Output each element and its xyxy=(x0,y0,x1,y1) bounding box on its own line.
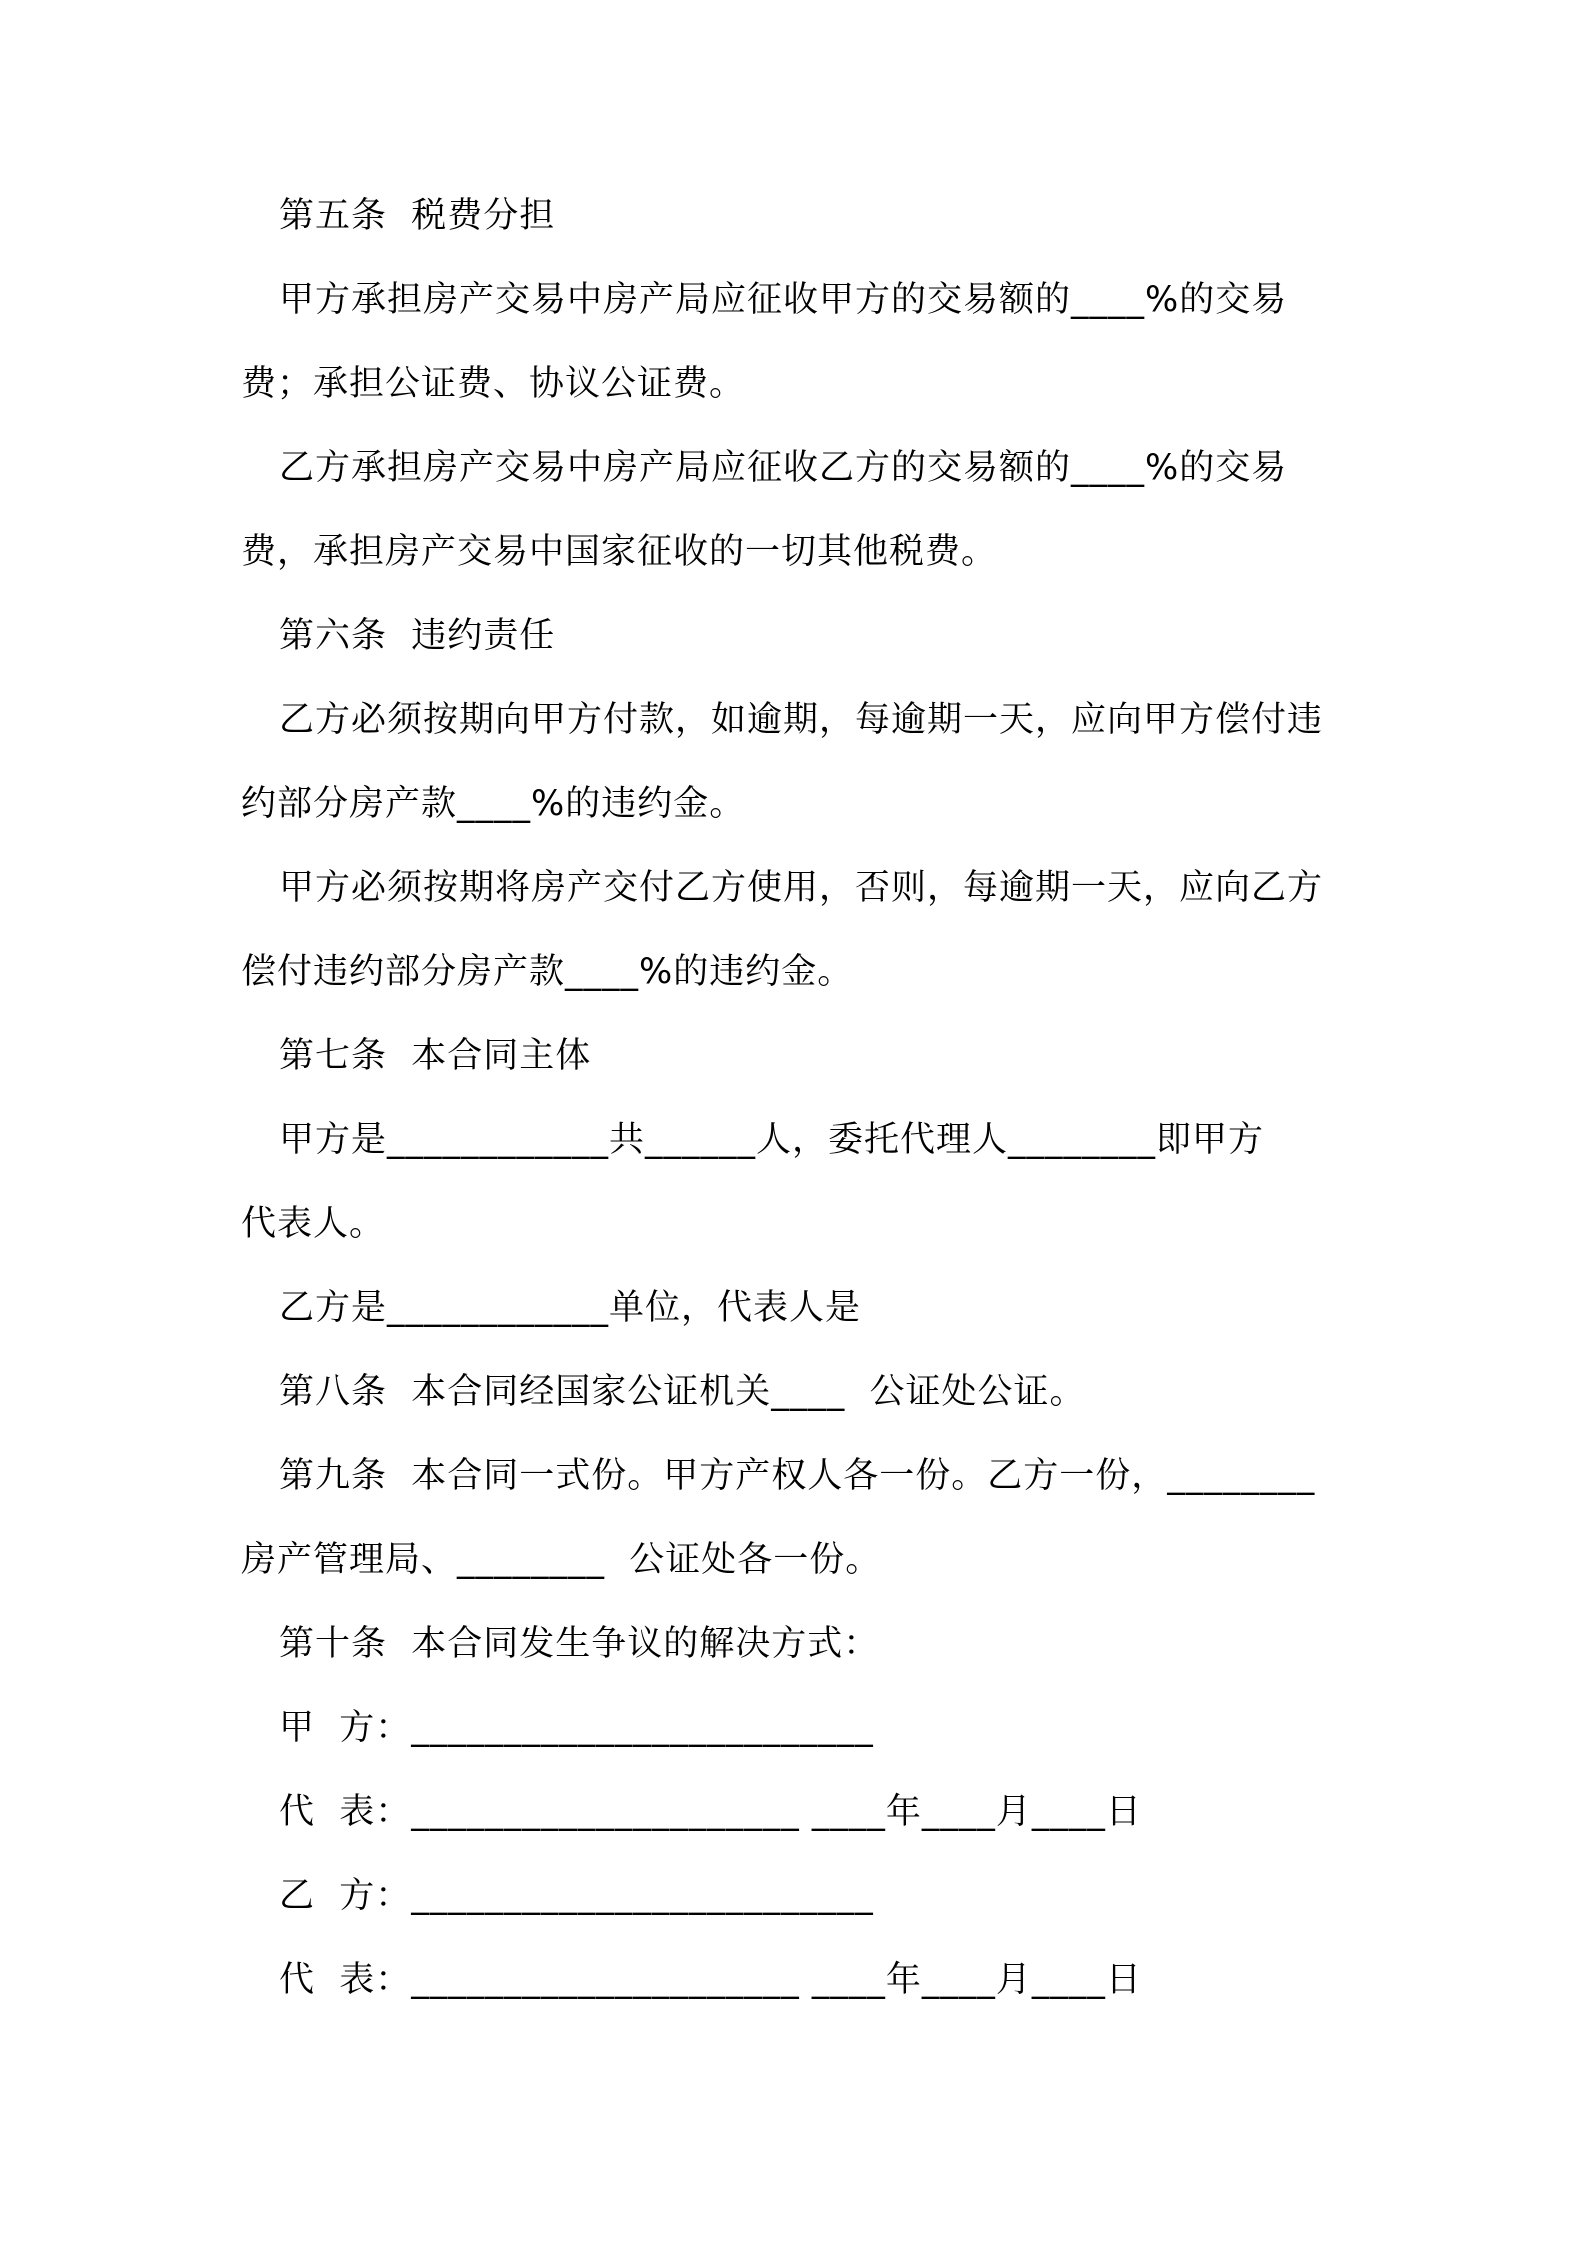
paragraph-text: 代表人。 xyxy=(241,1204,386,1244)
party-a-signature-line: 甲 方：_________________________ xyxy=(279,1708,874,1748)
paragraph-text: 乙方承担房产交易中房产局应征收乙方的交易额的____%的交易 xyxy=(279,448,1288,488)
paragraph-text: 甲方是____________共______人，委托代理人________即甲方 xyxy=(279,1120,1265,1160)
paragraph-text: 约部分房产款____%的违约金。 xyxy=(241,784,746,824)
paragraph-text: 甲方必须按期将房产交付乙方使用，否则，每逾期一天，应向乙方 xyxy=(279,868,1324,908)
article-6-heading: 第六条 违约责任 xyxy=(279,616,556,656)
contract-body xyxy=(241,195,1361,2043)
article-7-heading: 第七条 本合同主体 xyxy=(279,1036,592,1076)
article-10-text: 第十条 本合同发生争议的解决方式： xyxy=(279,1624,880,1664)
party-a-representative-date-line: 代 表：_____________________ ____年____月____日 xyxy=(279,1792,1142,1832)
article-5-heading: 第五条 税费分担 xyxy=(279,196,556,236)
article-8-text: 第八条 本合同经国家公证机关____ 公证处公证。 xyxy=(279,1372,1086,1412)
paragraph-text: 费；承担公证费、协议公证费。 xyxy=(241,364,746,404)
paragraph-text: 偿付违约部分房产款____%的违约金。 xyxy=(241,952,854,992)
paragraph-text: 费，承担房产交易中国家征收的一切其他税费。 xyxy=(241,532,998,572)
party-b-signature-line: 乙 方：_________________________ xyxy=(279,1876,874,1916)
paragraph-text: 乙方是____________单位，代表人是 xyxy=(279,1288,862,1328)
paragraph-text: 房产管理局、________ 公证处各一份。 xyxy=(241,1540,882,1580)
paragraph-text: 乙方必须按期向甲方付款，如逾期，每逾期一天，应向甲方偿付违 xyxy=(279,700,1324,740)
paragraph-text: 甲方承担房产交易中房产局应征收甲方的交易额的____%的交易 xyxy=(279,280,1288,320)
party-b-representative-date-line: 代 表：_____________________ ____年____月____日 xyxy=(279,1960,1142,2000)
article-9-text: 第九条 本合同一式份。甲方产权人各一份。乙方一份，________ xyxy=(279,1456,1316,1496)
